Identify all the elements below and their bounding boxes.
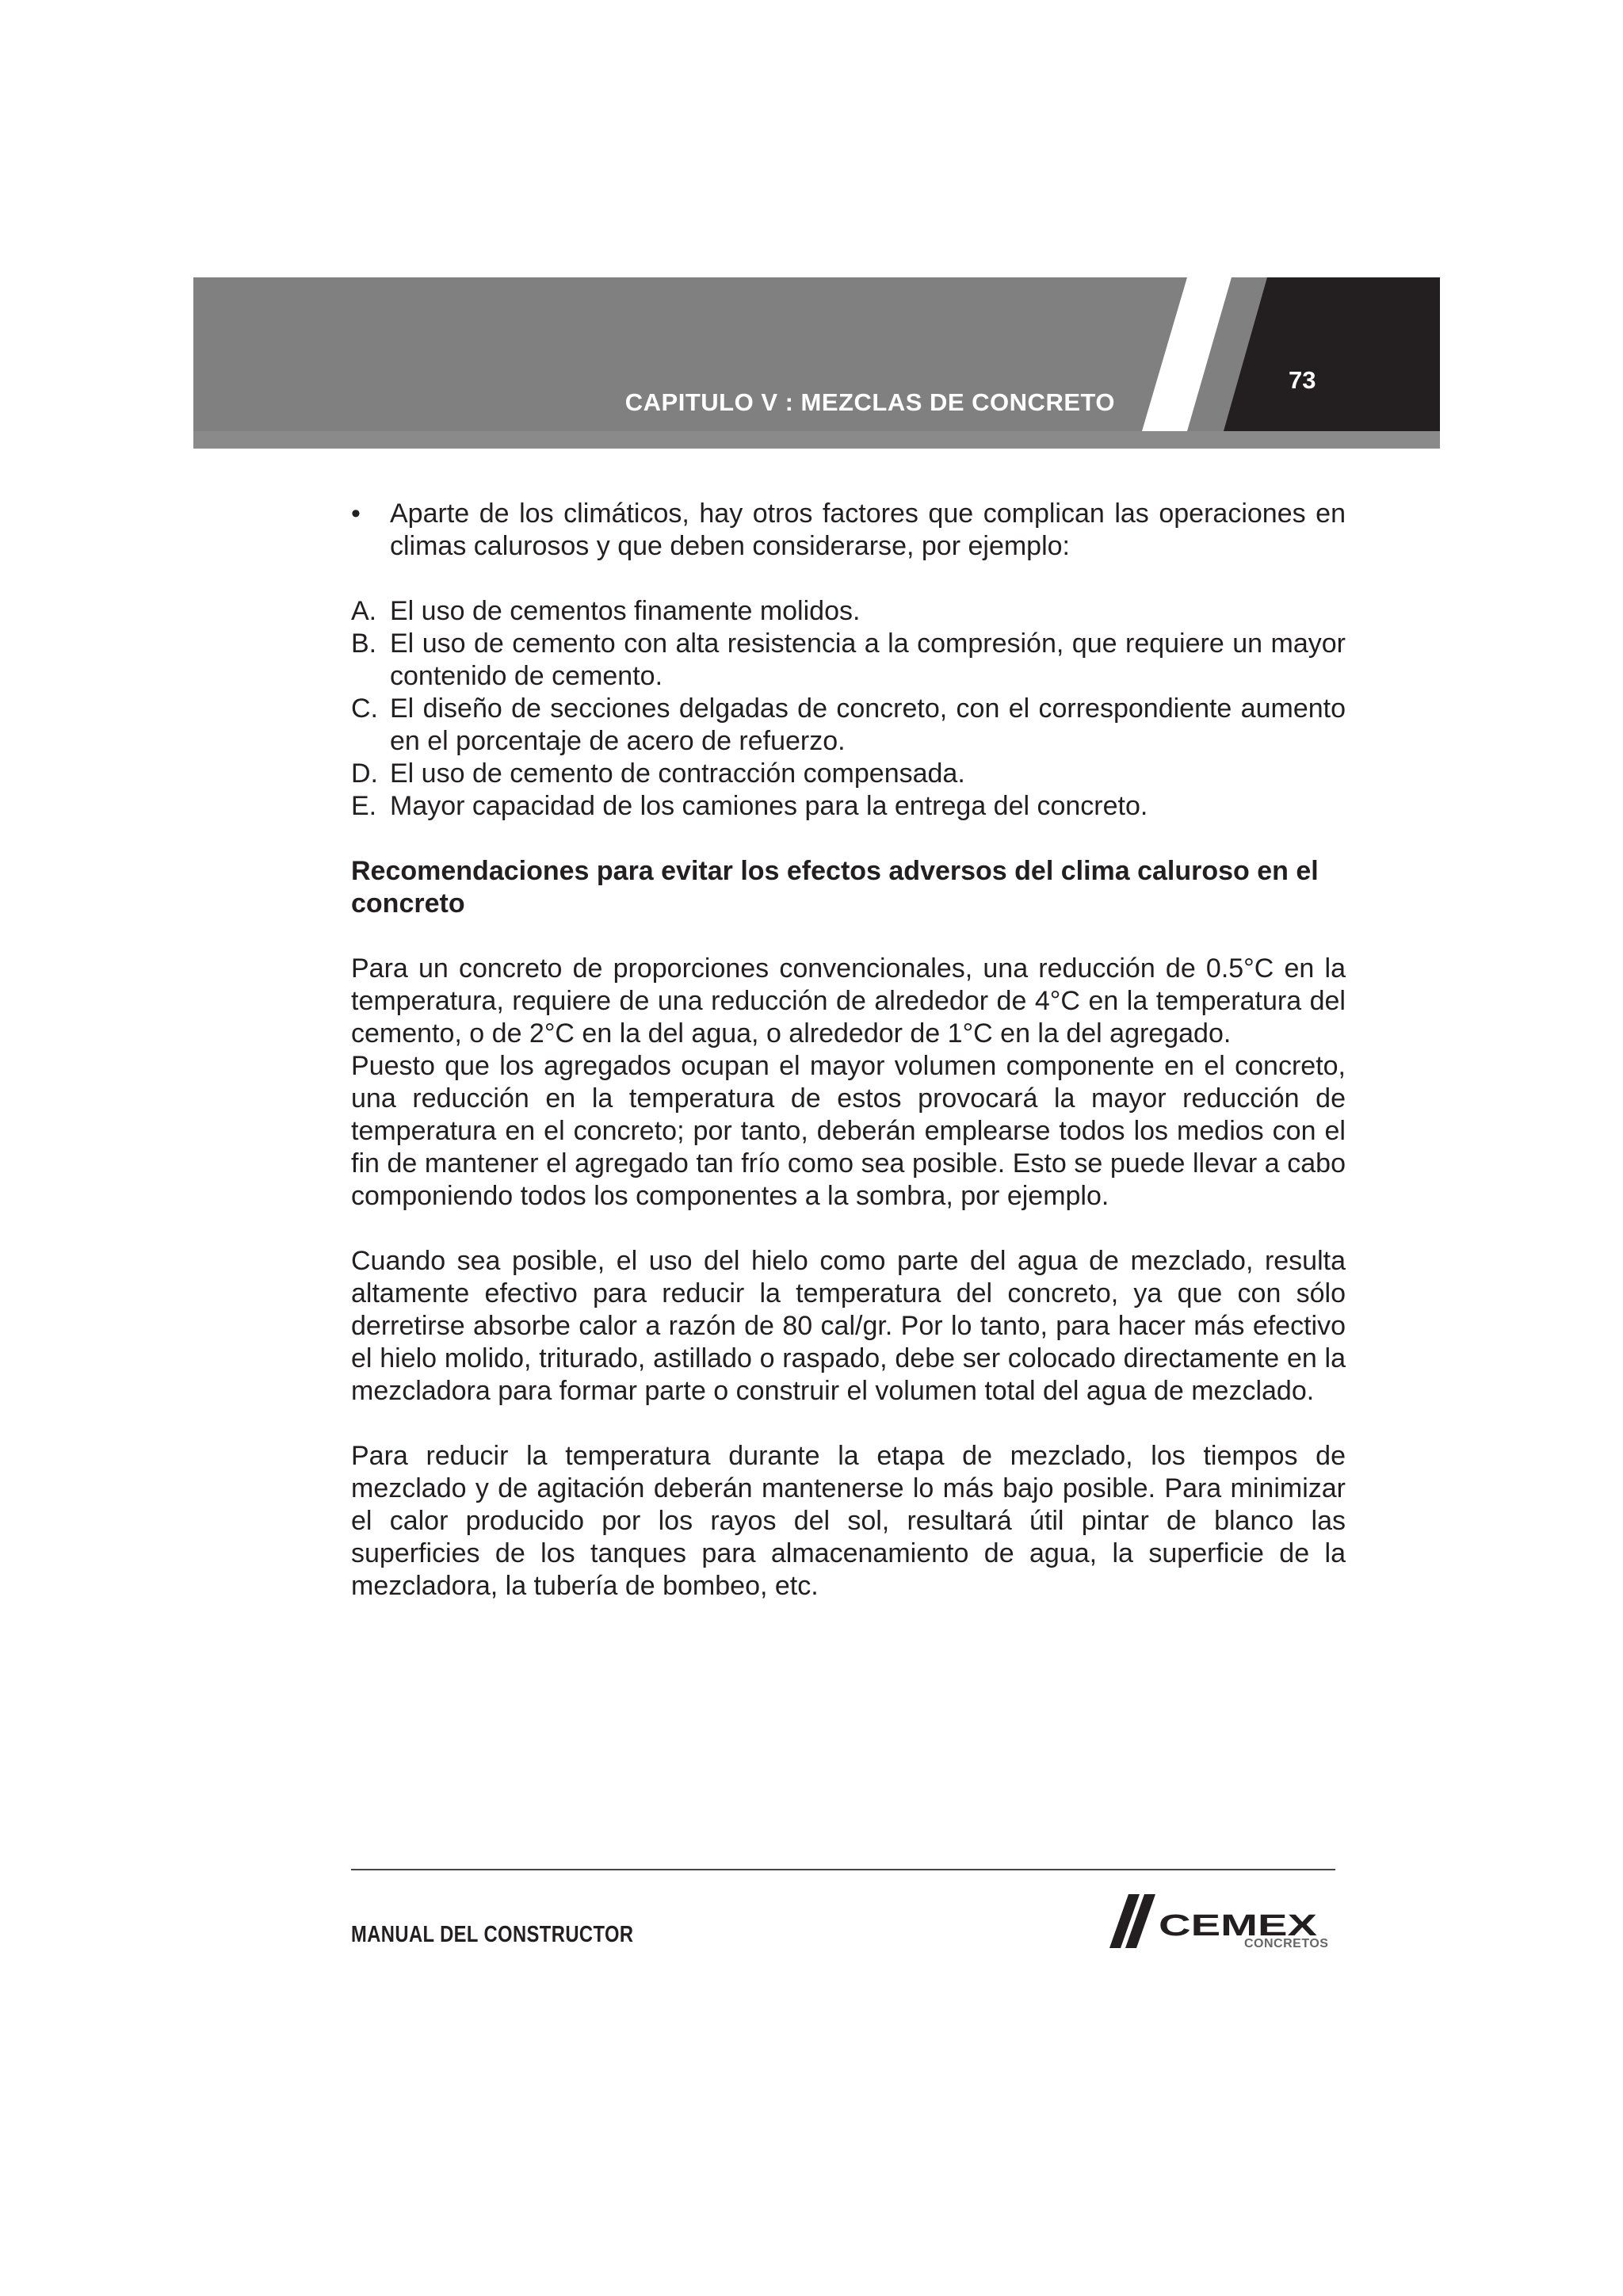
paragraph: Para reducir la temperatura durante la etapa de mezclado, los tiempos de mezclado y de agitación deberán mantenerse lo más bajo posible. Para minimizar el calor producido por los rayos del sol, resultará útil pintar de blanco las superficies de los tanques para almacenamiento de agua, la superficie de la mezcladora, la tubería de bombeo, etc. xyxy=(351,1441,1346,1601)
list-item xyxy=(351,758,1346,790)
list-marker: C. xyxy=(351,693,378,724)
list-text: El uso de cemento con alta resistencia a la compresión, que requiere un mayor contenido de cemento. xyxy=(390,628,1346,691)
bullet-text: Aparte de los climáticos, hay otros factores que complican las operaciones en climas calurosos y que deben considerarse, por ejemplo: xyxy=(390,499,1346,561)
list-item xyxy=(351,628,1346,693)
chapter-title: CAPITULO V : MEZCLAS DE CONCRETO xyxy=(624,388,1115,416)
list-text: El diseño de secciones delgadas de concreto, con el correspondiente aumento en el porcentaje de acero de refuerzo. xyxy=(390,693,1346,756)
factor-list xyxy=(351,595,1346,823)
list-item xyxy=(351,693,1346,758)
list-item xyxy=(351,790,1346,823)
paragraph: Puesto que los agregados ocupan el mayor volumen componente en el concreto, una reducción en la temperatura de estos provocará la mayor reducción de temperatura en el concreto; por tanto, deberán emplearse todos los medios con el fin de mantener el agregado tan frío como sea posible. Esto se puede llevar a cabo componiendo todos los componentes a la sombra, por ejemplo. xyxy=(351,1051,1346,1211)
bullet-item xyxy=(351,498,1346,563)
list-marker: E. xyxy=(351,791,377,821)
section-heading: Recomendaciones para evitar los efectos adversos del clima caluroso en el concreto xyxy=(351,856,1319,919)
paragraph: Cuando sea posible, el uso del hielo como parte del agua de mezclado, resulta altamente efectivo para reducir la temperatura del concreto, ya que con sólo derretirse absorbe calor a razón de 80 cal/gr. Por lo tanto, para hacer más efectivo el hielo molido, triturado, astillado o raspado, debe ser colocado directamente en la mezcladora para formar parte o construir el volumen total del agua de mezclado. xyxy=(351,1246,1346,1406)
paragraph: Para un concreto de proporciones convencionales, una reducción de 0.5°C en la temperatura, requiere de una reducción de alrededor de 4°C en la temperatura del cemento, o de 2°C en la del agua, o alrededor de 1°C en la del agregado. xyxy=(351,953,1346,1049)
list-marker: D. xyxy=(351,758,378,789)
svg-text:CEMEX: CEMEX xyxy=(1159,1909,1318,1943)
chapter-header-band xyxy=(193,277,1440,449)
bullet-marker: • xyxy=(351,499,361,529)
list-marker: A. xyxy=(351,596,377,626)
list-text: El uso de cementos finamente molidos. xyxy=(390,596,861,626)
manual-title: MANUAL DEL CONSTRUCTOR xyxy=(351,1922,634,1947)
logo-subtitle: CONCRETOS xyxy=(1244,1937,1329,1950)
list-text: Mayor capacidad de los camiones para la entrega del concreto. xyxy=(390,791,1148,821)
list-marker: B. xyxy=(351,628,377,659)
page-number: 73 xyxy=(1289,366,1316,394)
list-item xyxy=(351,595,1346,628)
list-text: El uso de cemento de contracción compensada. xyxy=(390,758,965,789)
page-content xyxy=(351,498,1346,1635)
header-slash-graphic xyxy=(193,277,1440,449)
footer-divider xyxy=(351,1869,1335,1870)
